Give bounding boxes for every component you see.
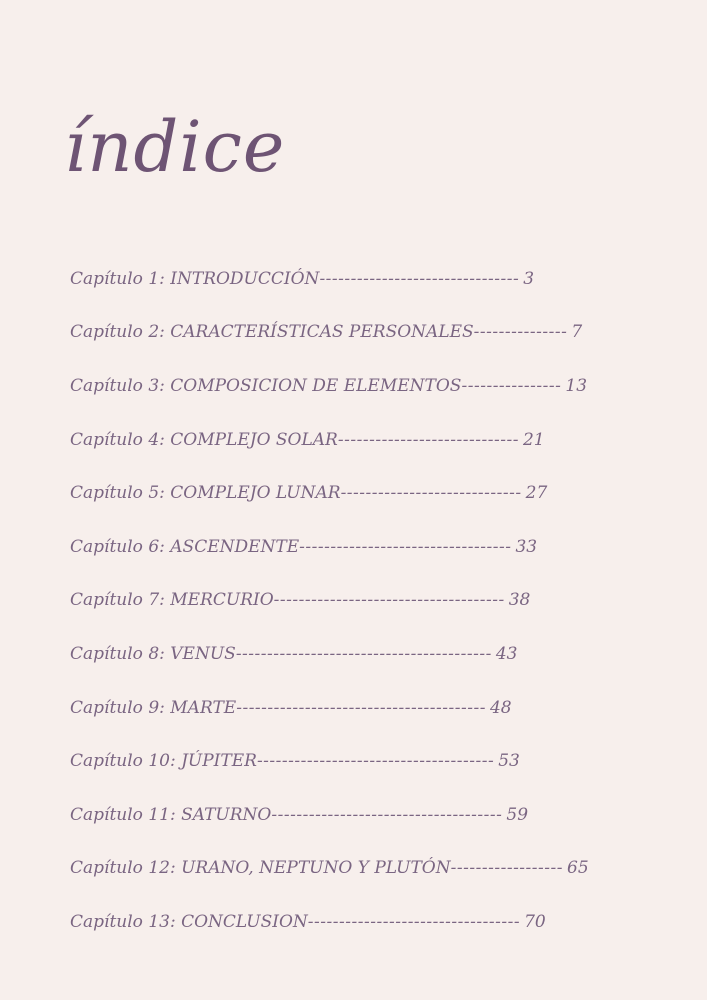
toc-entry-leader: -------------------------------------	[273, 590, 505, 611]
toc-entry-leader: ------------------	[450, 858, 564, 879]
toc-entry-label: Capítulo 10: JÚPITER	[70, 751, 257, 772]
toc-entry-leader: ----------------	[461, 375, 562, 396]
toc-entry-page: 65	[567, 858, 589, 879]
toc-entry-page: 59	[506, 804, 529, 825]
toc-entry-4[interactable]	[70, 413, 650, 467]
toc-entry-label: Capítulo 11: SATURNO	[70, 804, 272, 825]
toc-entry-leader: -------------------------------------	[271, 804, 503, 825]
toc-entry-11[interactable]	[70, 788, 650, 842]
toc-entry-13[interactable]	[70, 895, 650, 949]
toc-entry-7[interactable]	[70, 574, 650, 628]
toc-entry-label: Capítulo 2: CARACTERÍSTICAS PERSONALES	[70, 322, 474, 343]
toc-entry-2[interactable]	[70, 306, 650, 360]
table-of-contents	[70, 252, 650, 949]
toc-entry-page: 7	[571, 322, 583, 343]
toc-entry-12[interactable]	[70, 842, 650, 896]
toc-entry-label: Capítulo 5: COMPLEJO LUNAR	[70, 483, 341, 504]
toc-entry-page: 53	[498, 751, 520, 772]
toc-entry-label: Capítulo 7: MERCURIO	[70, 590, 274, 611]
toc-entry-leader: -----------------------------	[340, 483, 522, 504]
toc-entry-page: 48	[489, 697, 512, 718]
toc-entry-page: 43	[495, 643, 518, 664]
toc-entry-page: 38	[508, 590, 531, 611]
toc-entry-leader: ---------------	[473, 322, 568, 343]
toc-entry-page: 33	[515, 536, 538, 557]
page-title: índice	[64, 106, 286, 188]
toc-entry-page: 13	[565, 375, 588, 396]
toc-entry-label: Capítulo 8: VENUS	[70, 643, 236, 664]
toc-entry-8[interactable]	[70, 627, 650, 681]
toc-entry-leader: --------------------------------	[319, 268, 520, 289]
toc-entry-5[interactable]	[70, 466, 650, 520]
toc-entry-label: Capítulo 12: URANO, NEPTUNO Y PLUTÓN	[70, 858, 451, 879]
toc-entry-10[interactable]	[70, 734, 650, 788]
toc-entry-1[interactable]	[70, 252, 650, 306]
toc-entry-leader: ----------------------------------	[299, 536, 512, 557]
toc-entry-page: 70	[524, 911, 546, 932]
toc-entry-3[interactable]	[70, 359, 650, 413]
toc-entry-page: 3	[523, 268, 535, 289]
toc-entry-6[interactable]	[70, 520, 650, 574]
toc-entry-label: Capítulo 1: INTRODUCCIÓN	[70, 268, 320, 289]
toc-entry-page: 21	[522, 429, 545, 450]
toc-entry-leader: ----------------------------------	[307, 911, 521, 932]
toc-entry-label: Capítulo 13: CONCLUSION	[70, 911, 308, 932]
toc-entry-label: Capítulo 9: MARTE	[70, 697, 237, 718]
toc-entry-label: Capítulo 3: COMPOSICION DE ELEMENTOS	[70, 375, 462, 396]
toc-entry-leader: ----------------------------------------	[236, 697, 486, 718]
toc-entry-9[interactable]	[70, 681, 650, 735]
toc-entry-leader: -----------------------------------------	[235, 643, 492, 664]
toc-entry-leader: -----------------------------	[337, 429, 519, 450]
toc-entry-label: Capítulo 4: COMPLEJO SOLAR	[70, 429, 338, 450]
toc-entry-label: Capítulo 6: ASCENDENTE	[70, 536, 300, 557]
toc-entry-leader: --------------------------------------	[256, 751, 495, 772]
toc-entry-page: 27	[525, 483, 548, 504]
